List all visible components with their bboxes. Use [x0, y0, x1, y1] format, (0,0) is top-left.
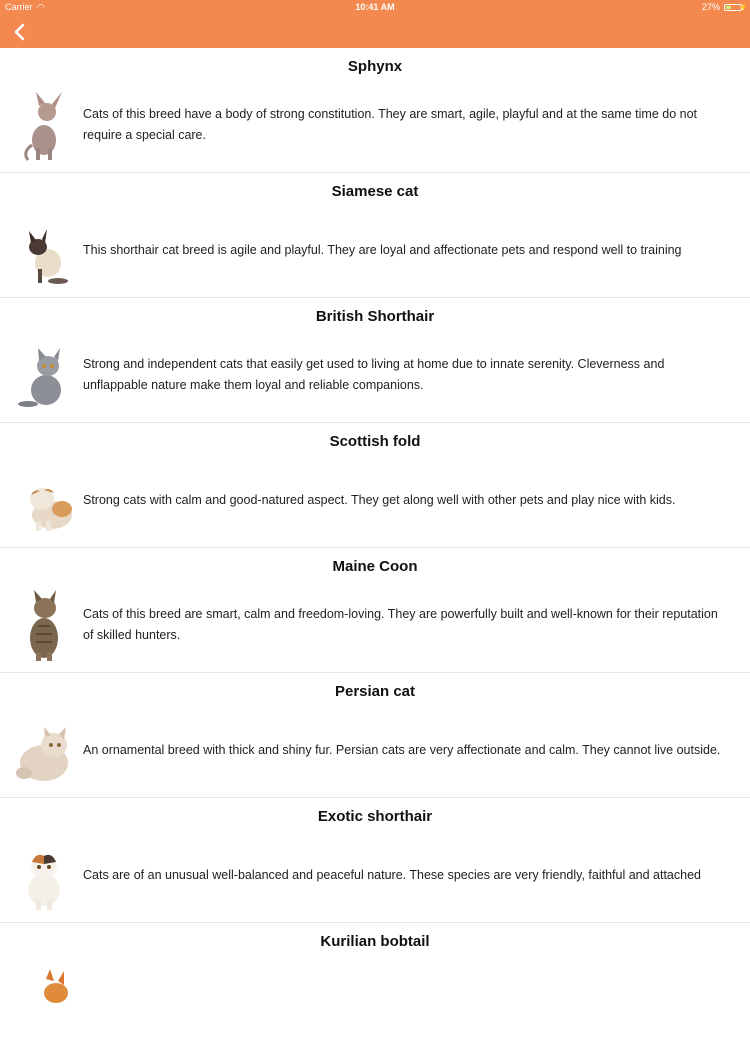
breed-description: Cats of this breed have a body of strong constitution. They are smart, agile, playful and at the same time do not require a special care. [83, 107, 698, 142]
sphynx-cat-image [14, 90, 76, 162]
breed-title: Kurilian bobtail [320, 933, 430, 950]
breed-title: Scottish fold [329, 433, 421, 450]
maine-coon-image [14, 590, 76, 662]
chevron-left-icon [13, 23, 25, 41]
status-time: 10:41 AM [355, 2, 395, 12]
siamese-cat-image [14, 215, 76, 287]
battery-percent: 27% [701, 2, 720, 12]
breed-description: An ornamental breed with thick and shiny fur. Persian cats are very affectionate and calm. They cannot live outside. [83, 742, 721, 757]
kurilian-bobtail-image [14, 965, 76, 1037]
breed-title: British Shorthair [315, 308, 435, 325]
wifi-icon: ◠ [37, 2, 45, 12]
breed-title: Exotic shorthair [317, 808, 433, 825]
nav-bar [0, 15, 750, 48]
breed-row-sphynx[interactable] [0, 48, 750, 173]
breed-row-kurilian-bobtail[interactable] [0, 923, 750, 1003]
bolt-icon: ⚡ [738, 3, 748, 12]
carrier-label: Carrier [5, 2, 33, 12]
status-bar [0, 0, 750, 15]
breed-title: Maine Coon [332, 558, 418, 575]
breed-description: Strong and independent cats that easily get used to living at home due to innate serenity. Cleverness and unflappable nature make them loyal and reliable companions. [83, 357, 665, 392]
breed-description: Cats are of an unusual well-balanced and peaceful nature. These species are very friendly, faithful and attached [83, 867, 701, 882]
back-button[interactable] [6, 19, 32, 45]
breed-row-scottish-fold[interactable] [0, 423, 750, 548]
breed-list[interactable] [0, 48, 750, 1003]
british-shorthair-image [14, 340, 76, 412]
scottish-fold-image [14, 465, 76, 537]
breed-row-siamese-cat[interactable] [0, 173, 750, 298]
breed-title: Persian cat [334, 683, 416, 700]
breed-title: Siamese cat [331, 183, 419, 200]
breed-description: Cats of this breed are smart, calm and freedom-loving. They are powerfully built and well-known for their reputation of skilled hunters. [83, 607, 718, 642]
breed-row-british-shorthair[interactable] [0, 298, 750, 423]
exotic-shorthair-image [14, 840, 76, 912]
breed-row-maine-coon[interactable] [0, 548, 750, 673]
breed-description: Strong cats with calm and good-natured aspect. They get along well with other pets and play nice with kids. [83, 492, 676, 507]
breed-row-persian-cat[interactable] [0, 673, 750, 798]
breed-description: This shorthair cat breed is agile and playful. They are loyal and affectionate pets and respond well to training [83, 242, 682, 257]
breed-row-exotic-shorthair[interactable] [0, 798, 750, 923]
persian-cat-image [14, 715, 76, 787]
breed-title: Sphynx [347, 58, 403, 75]
